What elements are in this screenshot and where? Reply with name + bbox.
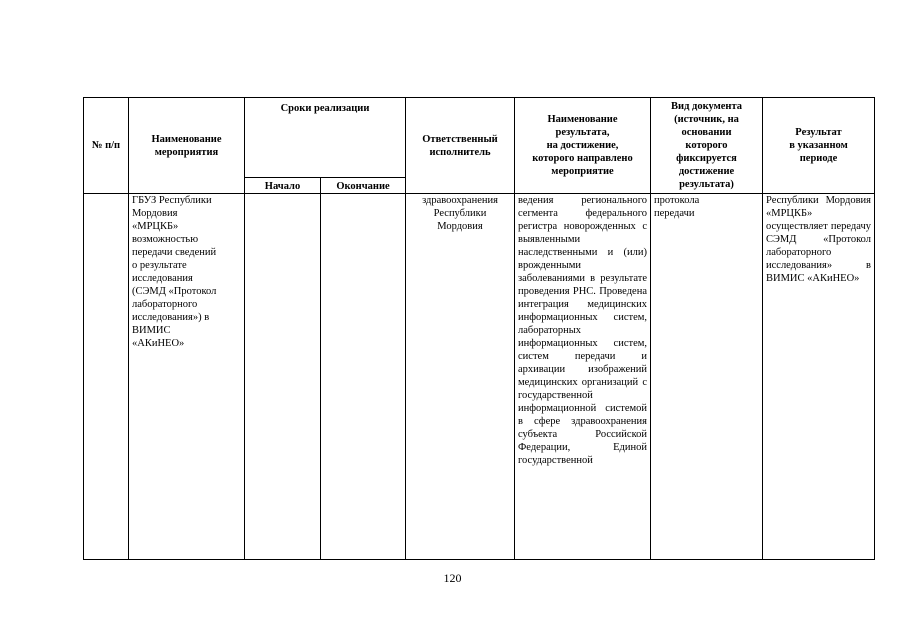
header-executor: Ответственный исполнитель: [406, 98, 515, 194]
cell-end: [321, 194, 406, 560]
measures-table: [83, 97, 875, 560]
header-start: Начало: [245, 178, 321, 194]
header-doc-type: Вид документа (источник, на основании которого фиксируется достижение результата): [651, 98, 763, 194]
header-result-period: Результат в указанном периоде: [763, 98, 875, 194]
header-row: [84, 98, 875, 178]
header-deadlines: Сроки реализации: [245, 98, 406, 178]
table-row: [84, 194, 875, 560]
cell-start: [245, 194, 321, 560]
header-event-name: Наименование мероприятия: [129, 98, 245, 194]
cell-result-period: Республики Мордовия «МРЦКБ» осуществляет передачу СЭМД «Протокол лабораторного исследования» в ВИМИС «АКиНЕО»: [763, 194, 875, 560]
header-result-name: Наименование результата, на достижение, которого направлено мероприятие: [515, 98, 651, 194]
cell-executor: здравоохранения Республики Мордовия: [406, 194, 515, 560]
cell-event-name: ГБУЗ Республики Мордовия «МРЦКБ» возможностью передачи сведений о результате исследования (СЭМД «Протокол лабораторного исследования») в ВИМИС «АКиНЕО»: [129, 194, 245, 560]
cell-num: [84, 194, 129, 560]
cell-doc-type: протокола передачи: [651, 194, 763, 560]
header-end: Окончание: [321, 178, 406, 194]
header-num: № п/п: [84, 98, 129, 194]
cell-result-name: ведения регионального сегмента федерального регистра новорожденных с выявленными наследственными и (или) врожденными заболеваниями в результате проведения РНС. Проведена интеграция медицинских информационных систем, лабораторных информационных систем, систем передачи и архивации изображений медицинских организаций с государственной информационной системой в сфере здравоохранения субъекта Российской Федерации, Единой государственной: [515, 194, 651, 560]
page-number: 120: [443, 571, 462, 585]
